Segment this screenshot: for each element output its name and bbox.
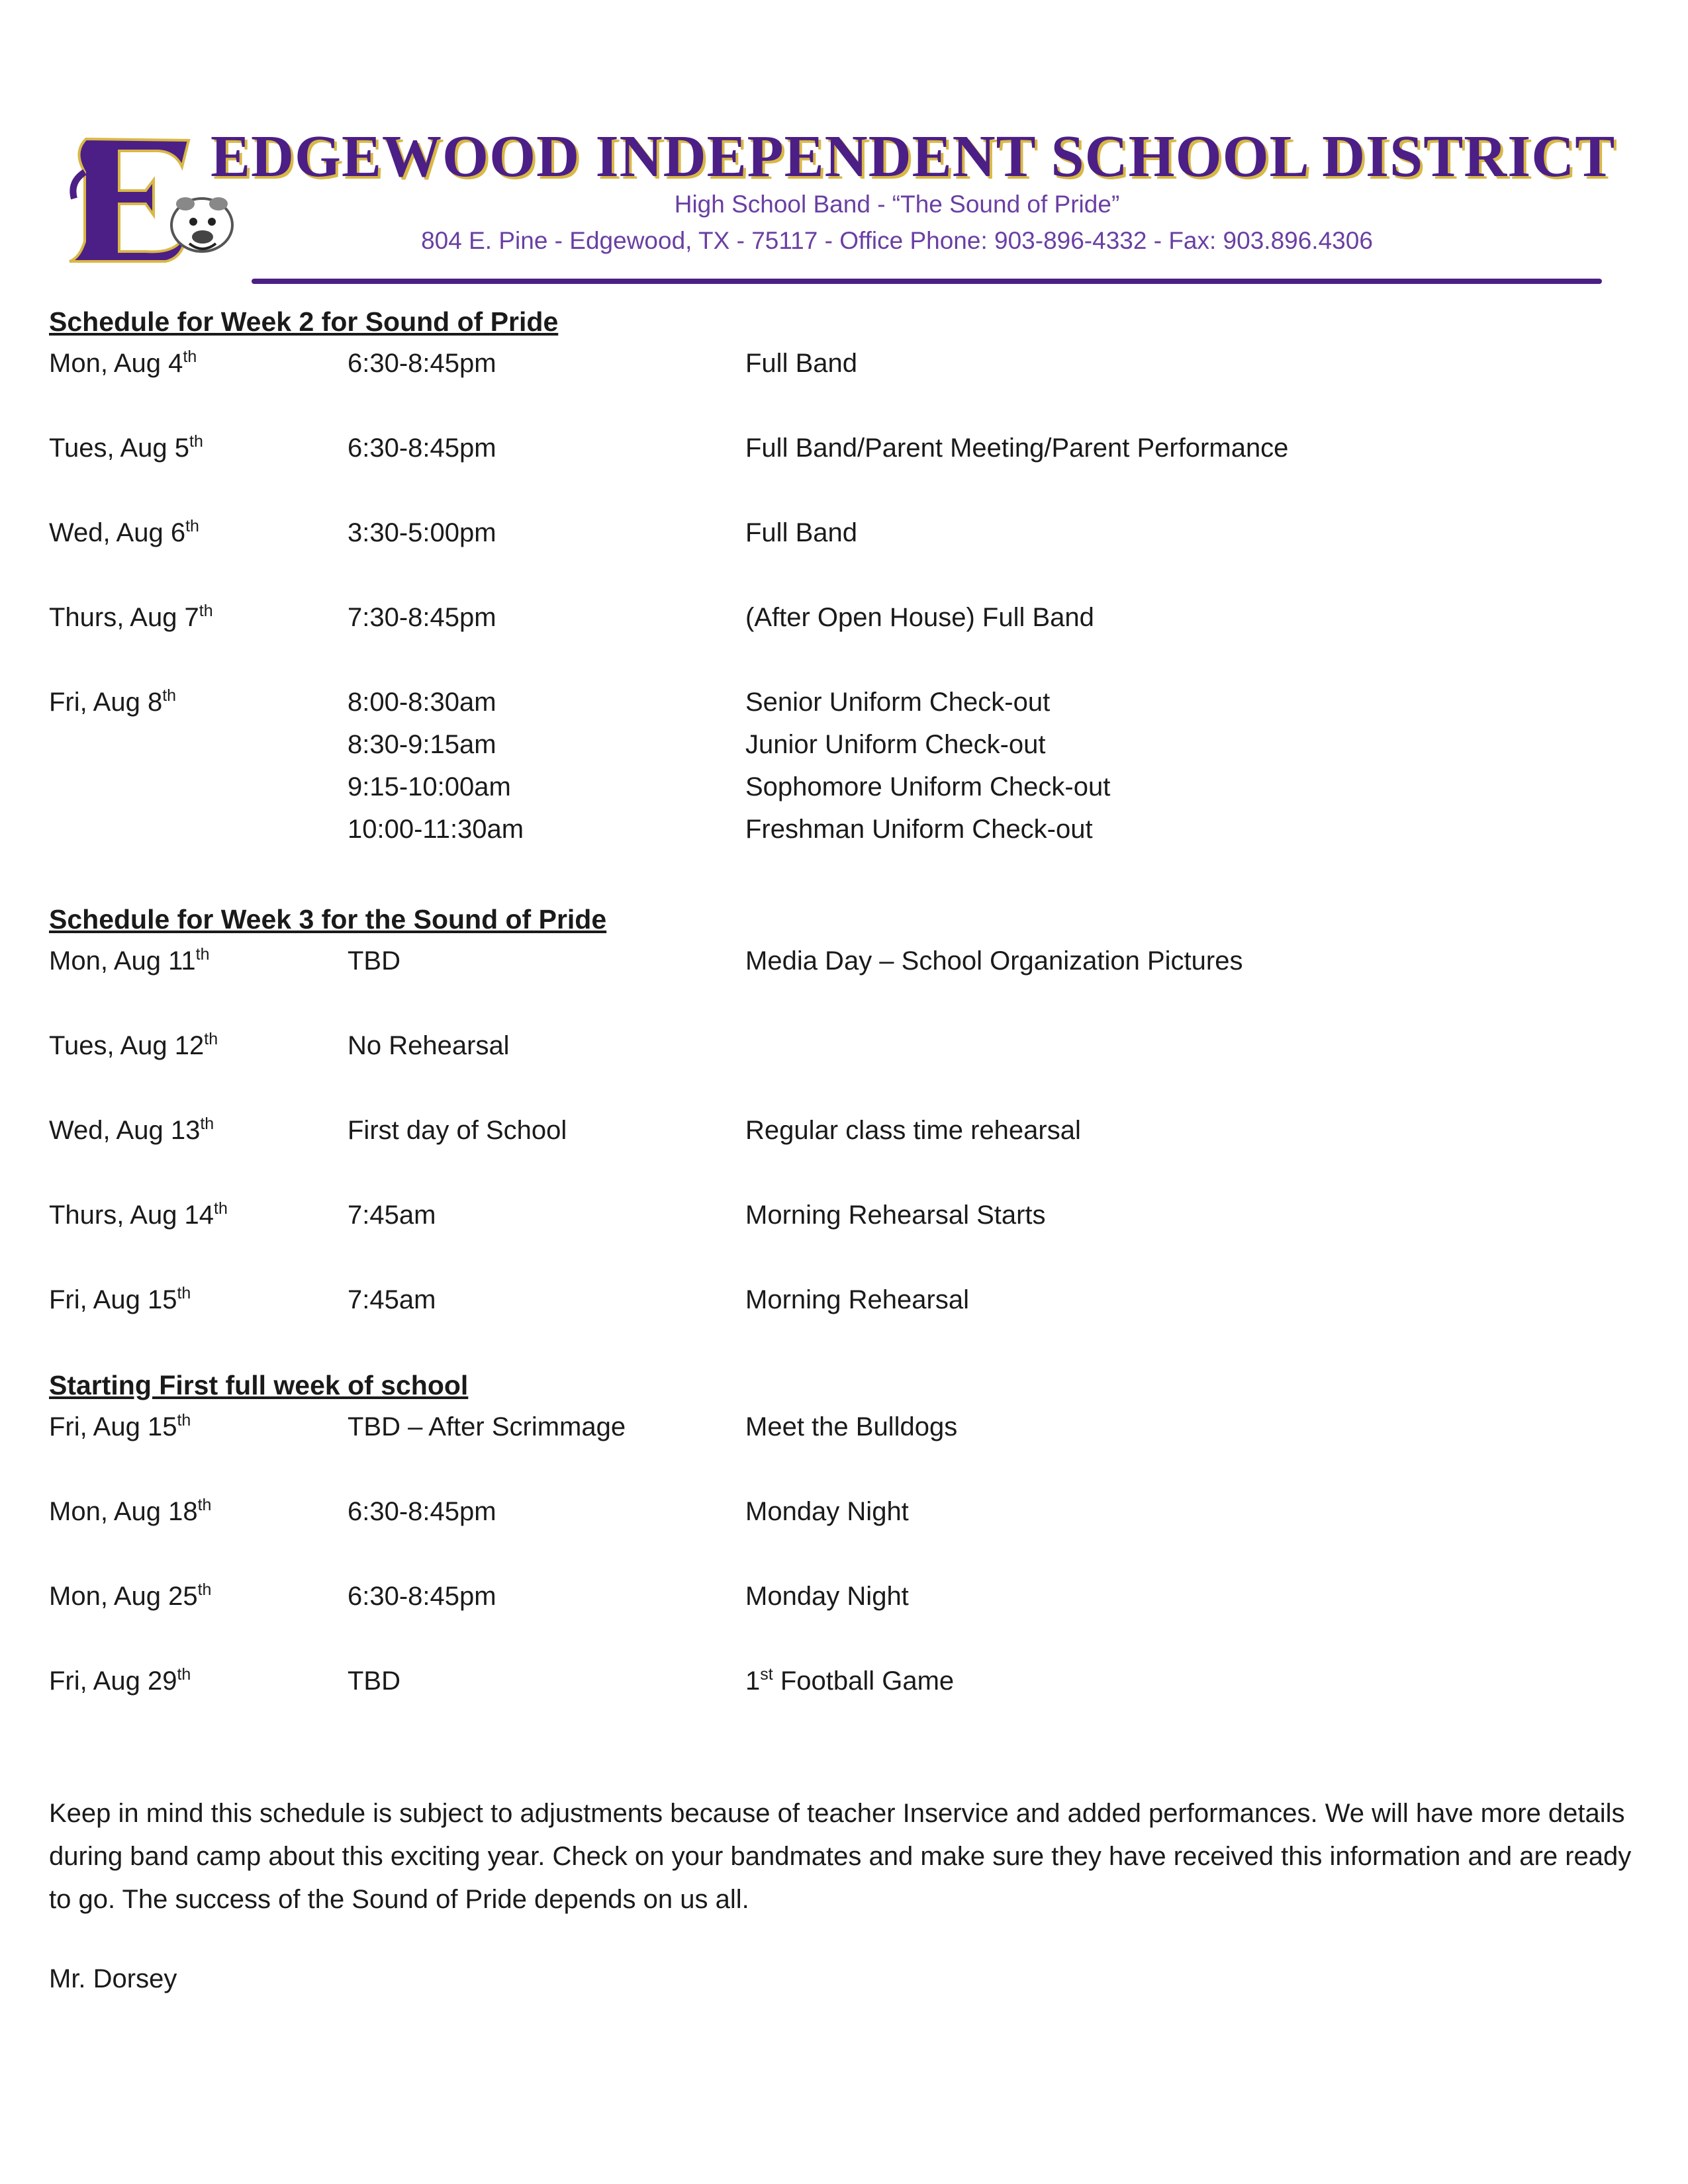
district-name: EDGEWOOD INDEPENDENT SCHOOL DISTRICT: [211, 124, 1616, 189]
time-label: 6:30-8:45pm: [348, 349, 496, 378]
full-week-heading: Starting First full week of school: [49, 1370, 469, 1400]
day-label: Mon, Aug 25th: [49, 1580, 212, 1611]
week2-row: [0, 349, 1688, 388]
time-label: 7:30-8:45pm: [348, 603, 496, 632]
event-label: Full Band: [745, 349, 857, 378]
time-label: TBD: [348, 1666, 400, 1696]
event-label: Monday Night: [745, 1582, 909, 1611]
address-line: 804 E. Pine - Edgewood, TX - 75117 - Office Phone: 903-896-4332 - Fax: 903.896.4306: [421, 227, 1373, 254]
week2-row: [0, 772, 1688, 812]
time-label: 10:00-11:30am: [348, 815, 524, 844]
day-label: Fri, Aug 15th: [49, 1284, 191, 1314]
week3-row: [0, 1201, 1688, 1240]
week3-heading: Schedule for Week 3 for the Sound of Pride: [49, 904, 607, 934]
time-label: 6:30-8:45pm: [348, 1582, 496, 1611]
day-label: Tues, Aug 12th: [49, 1030, 218, 1060]
week2-row: [0, 815, 1688, 854]
day-label: Mon, Aug 4th: [49, 347, 197, 378]
event-label: 1st Football Game: [745, 1665, 955, 1696]
time-label: 6:30-8:45pm: [348, 1497, 496, 1526]
event-label: Regular class time rehearsal: [745, 1116, 1081, 1145]
day-label: Thurs, Aug 7th: [49, 602, 213, 632]
time-label: TBD: [348, 946, 400, 976]
event-label: Junior Uniform Check-out: [745, 730, 1046, 759]
event-label: Senior Uniform Check-out: [745, 688, 1051, 717]
day-label: Thurs, Aug 14th: [49, 1199, 228, 1230]
band-title: High School Band - “The Sound of Pride”: [674, 191, 1120, 218]
event-label: Meet the Bulldogs: [745, 1412, 958, 1441]
full-week-row: [0, 1412, 1688, 1452]
week2-row: [0, 603, 1688, 643]
time-label: 8:00-8:30am: [348, 688, 496, 717]
day-label: Wed, Aug 13th: [49, 1115, 214, 1145]
day-label: Mon, Aug 11th: [49, 945, 210, 976]
event-label: Morning Rehearsal: [745, 1285, 969, 1314]
day-label: Tues, Aug 5th: [49, 432, 203, 463]
week2-row: [0, 518, 1688, 558]
time-label: No Rehearsal: [348, 1031, 510, 1060]
day-label: Fri, Aug 29th: [49, 1665, 191, 1696]
week2-row: [0, 730, 1688, 770]
closing-note: Keep in mind this schedule is subject to adjustments because of teacher Inservice and added performances. We will have more details during band camp about this exciting year. Check on your bandmates and make sure they have received this information and are ready to go. The success of the Sound of Pride depends on us all.: [49, 1799, 1632, 1914]
event-label: Media Day – School Organization Pictures: [745, 946, 1243, 976]
day-label: Fri, Aug 15th: [49, 1411, 191, 1441]
week2-row: [0, 688, 1688, 727]
event-label: (After Open House) Full Band: [745, 603, 1094, 632]
event-label: Full Band: [745, 518, 857, 547]
time-label: 3:30-5:00pm: [348, 518, 496, 547]
time-label: 9:15-10:00am: [348, 772, 511, 801]
week3-row: [0, 1285, 1688, 1325]
day-label: Wed, Aug 6th: [49, 517, 199, 547]
day-label: Mon, Aug 18th: [49, 1496, 212, 1526]
week3-row: [0, 1116, 1688, 1156]
time-label: 7:45am: [348, 1201, 436, 1230]
header-divider: [252, 279, 1602, 284]
full-week-row: [0, 1666, 1688, 1706]
week3-row: [0, 946, 1688, 986]
event-label: Full Band/Parent Meeting/Parent Performance: [745, 433, 1289, 463]
full-week-row: [0, 1582, 1688, 1621]
time-label: 8:30-9:15am: [348, 730, 496, 759]
time-label: 7:45am: [348, 1285, 436, 1314]
event-label: Sophomore Uniform Check-out: [745, 772, 1111, 801]
time-label: 6:30-8:45pm: [348, 433, 496, 463]
week2-heading: Schedule for Week 2 for Sound of Pride: [49, 306, 559, 337]
time-label: First day of School: [348, 1116, 567, 1145]
full-week-row: [0, 1497, 1688, 1537]
week2-row: [0, 433, 1688, 473]
event-label: Morning Rehearsal Starts: [745, 1201, 1046, 1230]
time-label: TBD – After Scrimmage: [348, 1412, 626, 1441]
week3-row: [0, 1031, 1688, 1071]
signature: Mr. Dorsey: [49, 1964, 177, 1993]
event-label: Monday Night: [745, 1497, 909, 1526]
day-label: Fri, Aug 8th: [49, 686, 177, 717]
event-label: Freshman Uniform Check-out: [745, 815, 1093, 844]
